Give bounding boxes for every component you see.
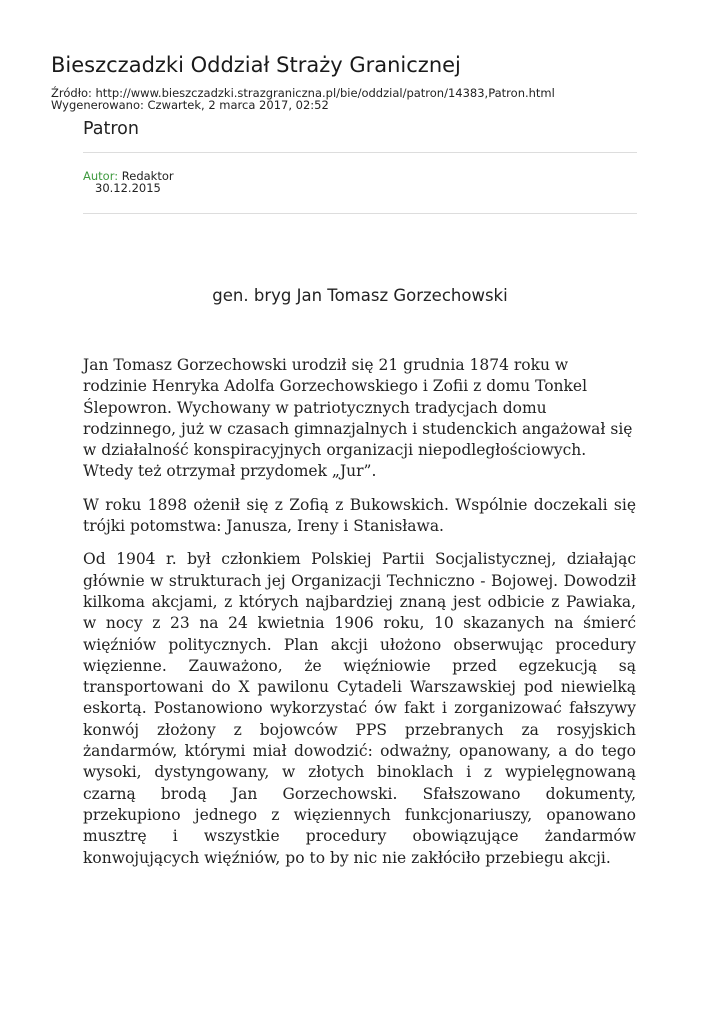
source-url-line: Źródło: http://www.bieszczadzki.strazgraniczna.pl/bie/oddzial/patron/14383,Patron.html	[51, 86, 555, 100]
author-name: Redaktor	[121, 169, 174, 183]
generated-date-line: Wygenerowano: Czwartek, 2 marca 2017, 02:52	[51, 98, 329, 112]
article-body	[83, 355, 636, 881]
divider	[83, 152, 637, 153]
site-title: Bieszczadzki Oddział Straży Granicznej	[51, 53, 461, 77]
article-title: gen. bryg Jan Tomasz Gorzechowski	[212, 286, 508, 305]
publish-date: 30.12.2015	[95, 181, 161, 195]
author-label: Autor:	[83, 169, 119, 183]
divider	[83, 213, 637, 214]
article-paragraph: Od 1904 r. był członkiem Polskiej Partii Socjalistycznej, działając głównie w strukturach jej Organizacji Techniczno - Bojowej. Dowodził kilkoma akcjami, z których najbardziej znaną jest odbicie z Pawiaka, w nocy z 23 na 24 kwietnia 1906 roku, 10 skazanych na śmierć więźniów politycznych. Plan akcji ułożono obserwując procedury więzienne. Zauważono, że więźniowie przed egzekucją są transportowani do X pawilonu Cytadeli Warszawskiej pod niewielką eskortą. Postanowiono wykorzystać ów fakt i zorganizować fałszywy konwój złożony z bojowców PPS przebranych za rosyjskich żandarmów, którymi miał dowodzić: odważny, opanowany, a do tego wysoki, dystyngowany, w złotych binoklach i z wypielęgnowaną czarną brodą Jan Gorzechowski. Sfałszowano dokumenty, przekupiono jednego z więziennych funkcjonariuszy, opanowano musztrę i wszystkie procedury obowiązujące żandarmów konwojujących więźniów, po to by nic nie zakłóciło przebiegu akcji.	[83, 550, 636, 867]
article-paragraph: W roku 1898 ożenił się z Zofią z Bukowskich. Wspólnie doczekali się trójki potomstwa: Janusza, Ireny i Stanisława.	[83, 495, 636, 536]
page-title: Patron	[83, 119, 139, 139]
article-paragraph: Jan Tomasz Gorzechowski urodził się 21 grudnia 1874 roku w rodzinie Henryka Adolfa Gorzechowskiego i Zofii z domu Tonkel Ślepowron. Wychowany w patriotycznych tradycjach domu rodzinnego, już w czasach gimnazjalnych i studenckich angażował się w działalność konspiracyjnych organizacji niepodległościowych. Wtedy też otrzymał przydomek „Jur”.	[83, 356, 633, 481]
